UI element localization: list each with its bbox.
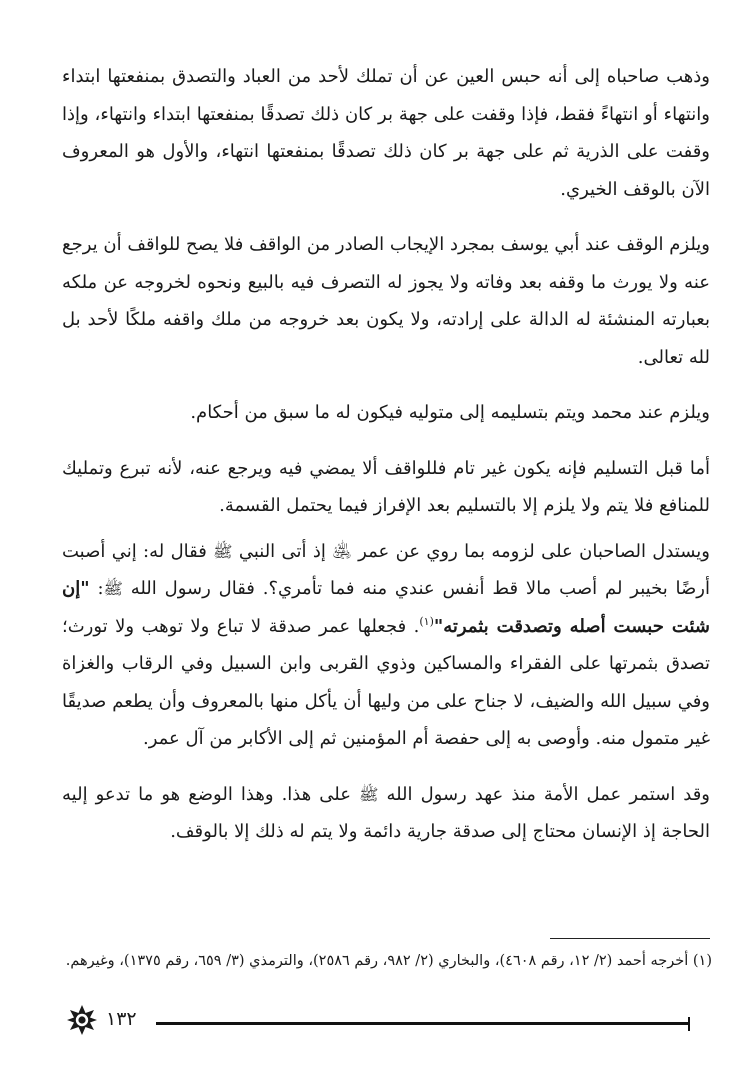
ornament-star-icon <box>66 1004 98 1036</box>
hadith-quote: "إن شئت حبست أصله وتصدقت بثمرته" <box>62 578 711 637</box>
page-footer <box>66 1002 690 1042</box>
paragraph-6-part2: على هذا. وهذا الوضع هو ما تدعو إليه الحاجة إذ الإنسان محتاج إلى صدقة جارية دائمة ولا يتم له ذلك إلا بالوقف. <box>62 783 710 842</box>
page-body <box>62 58 710 851</box>
paragraph-5 <box>62 533 710 758</box>
paragraph-5-part3: : <box>89 578 104 599</box>
footer-rule <box>156 1022 690 1025</box>
paragraph-5-part1: ويستدل الصاحبان على لزومه بما روي عن عمر ﵁ إذ أتى النبي <box>232 540 710 562</box>
footnotes <box>62 948 712 974</box>
salutation-glyph: ﷺ <box>103 579 123 598</box>
paragraph-5-part4: . فجعلها عمر صدقة لا تباع ولا توهب ولا تورث؛ تصدق بثمرتها على الفقراء والمساكين وذوي القربى وابن السبيل وفي الرقاب والغزاة وفي سبيل الله والضيف، لا جناح على من وليها أن يأكل منها بالمعروف وأن يطعم صديقًا غير متمول منه. وأوصى به إلى حفصة أم المؤمنين ثم إلى الأكابر من آل عمر. <box>62 615 711 749</box>
paragraph-5-part2: فقال له: إني أصبت أرضًا بخيبر لم أصب مالا قط أنفس عندي منه فما تأمري؟. فقال رسول الله <box>62 540 711 599</box>
paragraph-4: أما قبل التسليم فإنه يكون غير تام فللواقف ألا يمضي فيه ويرجع عنه، لأنه تبرع وتمليك للمنافع فلا يتم ولا يلزم إلا بالتسليم بعد الإفراز فيما يحتمل القسمة. <box>62 457 710 516</box>
footnote-divider <box>550 938 710 939</box>
salutation-glyph: ﷺ <box>359 784 379 804</box>
paragraph-6-part1: وقد استمر عمل الأمة منذ عهد رسول الله <box>378 783 710 805</box>
salutation-glyph: ﷺ <box>213 541 233 561</box>
paragraph-2: ويلزم الوقف عند أبي يوسف بمجرد الإيجاب الصادر من الواقف فلا يصح للواقف أن يرجع عنه ولا يورث ما وقفه بعد وفاته ولا يجوز له التصرف فيه بالبيع ونحوه لخروجه عن ملكه بعبارته المنشئة له الدالة على إرادته، ولا يكون بعد خروجه من ملك واقفه ملكًا لأحد بل لله تعالى. <box>62 234 710 368</box>
paragraph-6 <box>62 776 710 851</box>
paragraph-3: ويلزم عند محمد ويتم بتسليمه إلى متوليه فيكون له ما سبق من أحكام. <box>190 402 710 423</box>
footnote-1: (١) أخرجه أحمد (٢/ ١٢، رقم ٤٦٠٨)، والبخاري (٢/ ٩٨٢، رقم ٢٥٨٦)، والترمذي (٣/ ٦٥٩، رقم ١٣٧٥)، وغيرهم. <box>65 953 712 969</box>
footnote-reference: (١) <box>419 614 434 628</box>
page-number: ١٣٢ <box>106 1008 137 1030</box>
paragraph-1: وذهب صاحباه إلى أنه حبس العين عن أن تملك لأحد من العباد والتصدق بمنفعتها ابتداء وانتهاء أو انتهاءً فقط، فإذا وقفت على جهة بر كان ذلك تصدقًا بمنفعتها ابتداء وانتهاء، وإذا وقفت على الذرية ثم على جهة بر كان ذلك تصدقًا بمنفعتها انتهاء، والأول هو المعروف الآن بالوقف الخيري. <box>62 66 710 200</box>
